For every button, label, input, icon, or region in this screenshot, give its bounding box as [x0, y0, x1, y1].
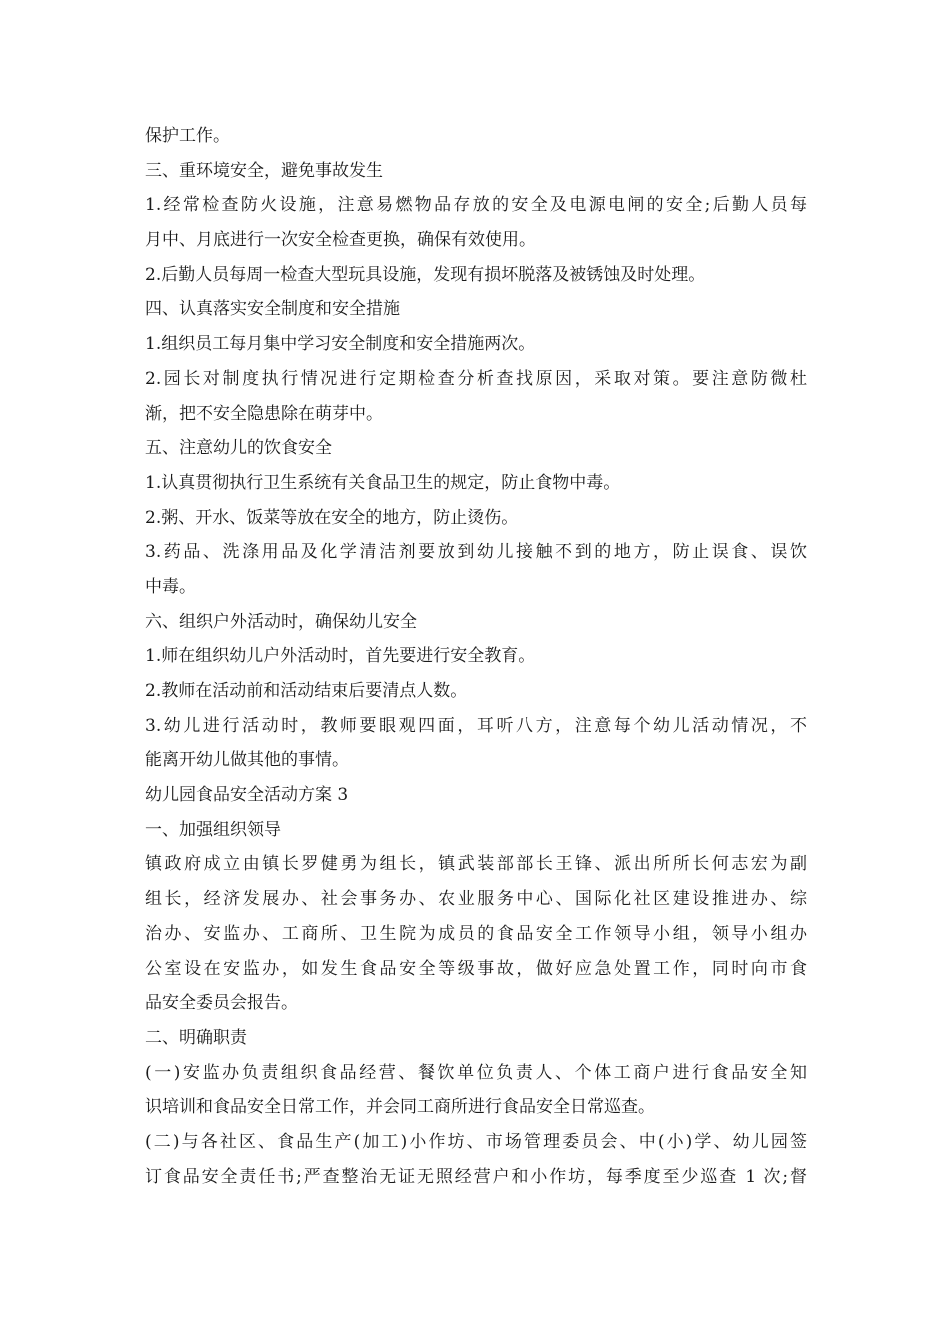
text-line: (一)安监办负责组织食品经营、餐饮单位负责人、个体工商户进行食品安全知: [145, 1062, 807, 1083]
document-page: [145, 119, 807, 1194]
text-line: 订食品安全责任书;严查整治无证无照经营户和小作坊，每季度至少巡查 1 次;督: [145, 1166, 807, 1187]
text-line: (二)与各社区、食品生产(加工)小作坊、市场管理委员会、中(小)学、幼儿园签: [145, 1131, 807, 1152]
text-line: 治办、安监办、工商所、卫生院为成员的食品安全工作领导小组，领导小组办: [145, 923, 807, 944]
text-line: 1.认真贯彻执行卫生系统有关食品卫生的规定，防止食物中毒。: [145, 472, 621, 493]
text-line: 公室设在安监办，如发生食品安全等级事故，做好应急处置工作，同时向市食: [145, 958, 807, 979]
text-line: 六、组织户外活动时，确保幼儿安全: [145, 611, 417, 632]
text-line: 保护工作。: [145, 126, 230, 146]
text-line: 镇政府成立由镇长罗健勇为组长，镇武装部部长王锋、派出所所长何志宏为副: [145, 854, 807, 875]
text-line: 三、重环境安全，避免事故发生: [145, 160, 383, 181]
text-line: 品安全委员会报告。: [145, 993, 298, 1014]
text-line: 一、加强组织领导: [145, 819, 281, 840]
text-line: 二、明确职责: [145, 1027, 247, 1048]
text-line: 识培训和食品安全日常工作，并会同工商所进行食品安全日常巡查。: [145, 1097, 655, 1118]
text-line: 2.园长对制度执行情况进行定期检查分析查找原因，采取对策。要注意防微杜: [145, 368, 807, 389]
text-line: 1.师在组织幼儿户外活动时，首先要进行安全教育。: [145, 646, 536, 667]
text-line: 3.幼儿进行活动时，教师要眼观四面，耳听八方，注意每个幼儿活动情况，不: [145, 715, 807, 736]
text-line: 2.教师在活动前和活动结束后要清点人数。: [145, 681, 468, 701]
text-line: 3.药品、洗涤用品及化学清洁剂要放到幼儿接触不到的地方，防止误食、误饮: [145, 542, 807, 563]
text-line: 2.后勤人员每周一检查大型玩具设施，发现有损坏脱落及被锈蚀及时处理。: [145, 264, 706, 285]
text-line: 中毒。: [145, 576, 196, 597]
text-line: 渐，把不安全隐患除在萌芽中。: [145, 403, 383, 424]
text-line: 1.组织员工每月集中学习安全制度和安全措施两次。: [145, 334, 536, 355]
text-line: 月中、月底进行一次安全检查更换，确保有效使用。: [145, 230, 536, 251]
text-line: 2.粥、开水、饭菜等放在安全的地方，防止烫伤。: [145, 507, 519, 528]
text-line: 幼儿园食品安全活动方案 3: [145, 785, 349, 806]
text-line: 五、注意幼儿的饮食安全: [145, 438, 332, 459]
text-line: 能离开幼儿做其他的事情。: [145, 750, 349, 771]
text-line: 四、认真落实安全制度和安全措施: [145, 299, 400, 320]
text-line: 组长，经济发展办、社会事务办、农业服务中心、国际化社区建设推进办、综: [145, 889, 807, 910]
text-line: 1.经常检查防火设施，注意易燃物品存放的安全及电源电闸的安全;后勤人员每: [145, 195, 807, 216]
